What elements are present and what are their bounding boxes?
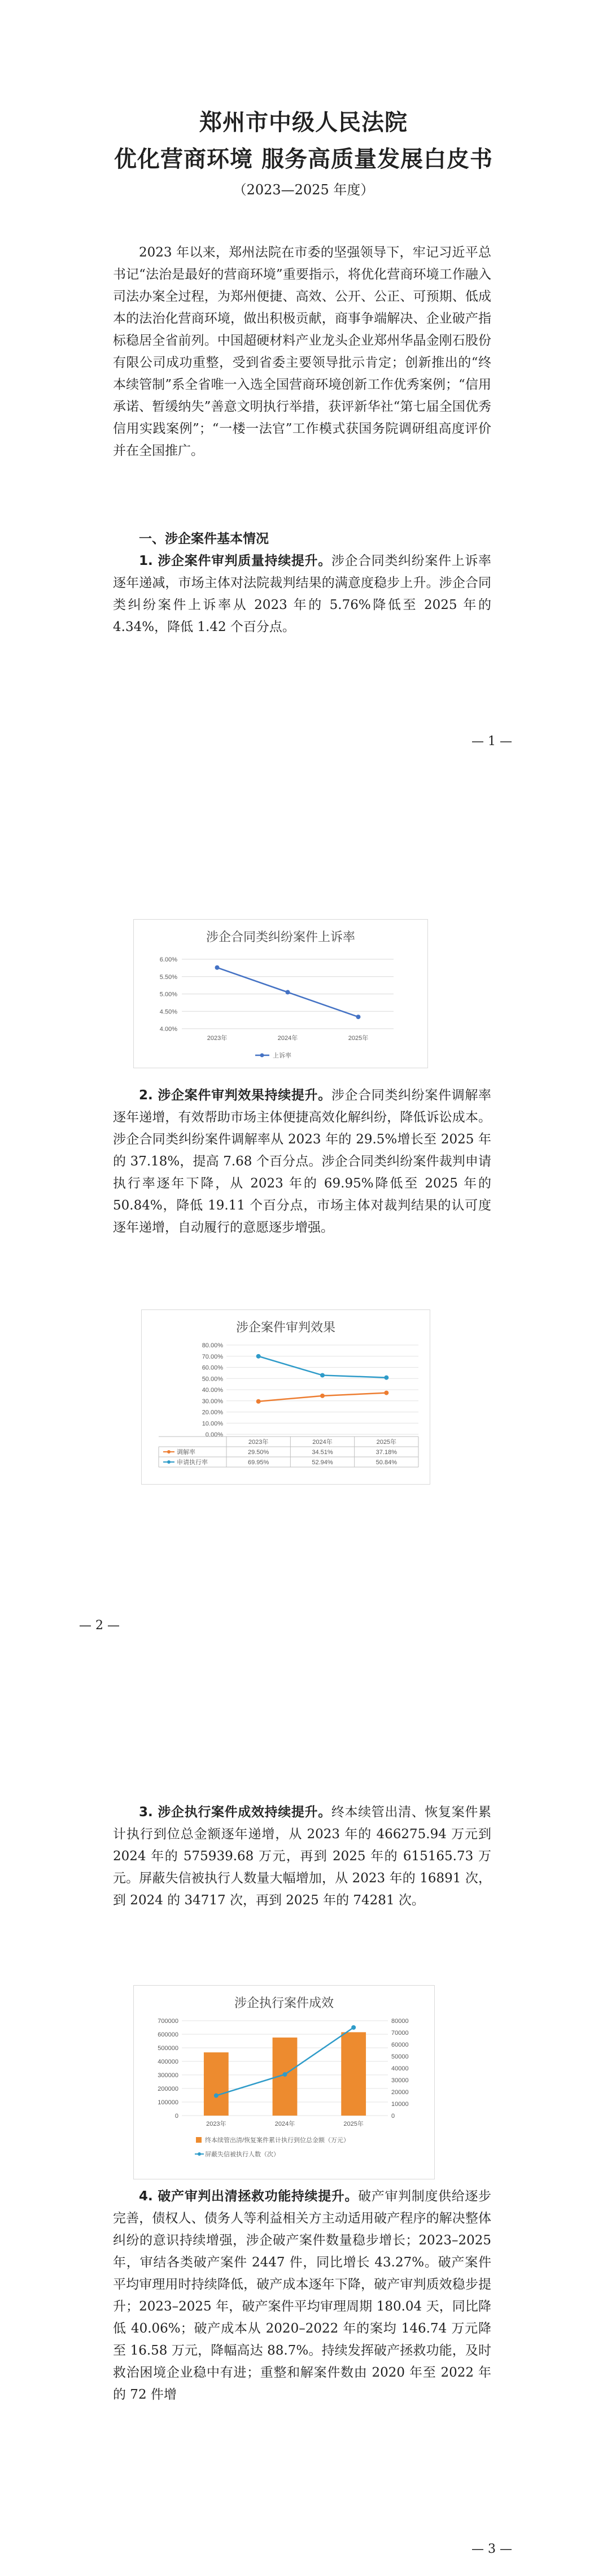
- legend-marker: [196, 2137, 202, 2143]
- section1-heading: 一、涉企案件基本情况: [139, 532, 269, 546]
- x-tick-label: 2023年: [206, 2121, 226, 2127]
- paragraph-4: [113, 2186, 491, 2406]
- x-tick-label: 2025年: [343, 2121, 364, 2127]
- legend-label: 终本续管出清/恢复案件累计执行到位总金额（万元）: [205, 2137, 350, 2144]
- legend-label: 调解率: [177, 1449, 195, 1456]
- paragraph-2: [113, 1085, 491, 1239]
- y-tick-label: 6.00%: [159, 956, 177, 963]
- x-tick-label: 2023年: [207, 1035, 228, 1042]
- table-header: 2025年: [376, 1439, 397, 1446]
- data-point: [215, 965, 220, 970]
- page-number-3: — 3 —: [471, 2542, 512, 2556]
- data-point: [256, 1399, 261, 1404]
- paragraph-3-body: 终本续管出清、恢复案件累计执行到位总金额逐年递增，从 2023 年的 466275.94 万元到 2024 年的 575939.68 万元，再到 2025 年的 615165.73 万元。屏蔽失信被执行人数量大幅增加，从 2023 年的 16891 次，到 2024 的 34717 次，再到 2025 年的 74281 次。: [113, 1805, 492, 1908]
- table-header: 2024年: [312, 1439, 333, 1446]
- y-tick-label-left: 400000: [158, 2059, 178, 2065]
- page-number-2: — 2 —: [79, 1618, 120, 1633]
- data-point: [320, 1373, 325, 1377]
- x-tick-label: 2025年: [348, 1035, 369, 1042]
- y-tick-label: 5.50%: [159, 973, 177, 981]
- y-tick-label: 10.00%: [202, 1420, 223, 1428]
- y-tick-label: 4.00%: [159, 1026, 177, 1033]
- paragraph-2-lead: 2. 涉企案件审判效果持续提升。: [139, 1088, 331, 1103]
- chart-trial-effect-svg: [142, 1310, 430, 1484]
- table-cell: 69.95%: [248, 1459, 269, 1466]
- legend-marker: [198, 2152, 201, 2156]
- chart-title: 涉企执行案件成效: [234, 1996, 334, 2010]
- y-tick-label-right: 30000: [391, 2077, 409, 2084]
- data-point: [286, 990, 290, 994]
- chart-title: 涉企案件审判效果: [235, 1320, 336, 1334]
- y-tick-label-left: 500000: [158, 2045, 178, 2052]
- page-number-1: — 1 —: [471, 734, 512, 749]
- data-point: [351, 2025, 356, 2030]
- y-tick-label-left: 300000: [158, 2072, 178, 2079]
- y-tick-label: 80.00%: [202, 1342, 223, 1349]
- paragraph-1-lead: 1. 涉企案件审判质量持续提升。: [139, 554, 331, 568]
- x-tick-label: 2024年: [274, 2121, 295, 2127]
- document-title-line1: 郑州市中级人民法院: [199, 110, 408, 136]
- chart-trial-effect: [141, 1309, 430, 1485]
- chart-appeal-rate-svg: [134, 920, 427, 1068]
- paragraph-4-body: 破产审判制度供给逐步完善，债权人、债务人等利益相关方主动适用破产程序的解决整体纠纷的意识持续增强，涉企破产案件数量稳步增长；2023–2025 年，审结各类破产案件 2447 件，同比增长 43.27%。破产案件平均审理用时持续降低，破产成本逐年下降，破产审判质效稳步提升；2023–2025 年，破产案件平均审理周期 180.04 天，同比降低 40.06%；破产成本从 2020–2022 年的案均 146.74 万元降至 16.58 万元，降幅高达 88.7%。持续发挥破产拯救功能，及时救治困境企业稳中有进；重整和解案件数由 2020 年至 2022 年的 72 件增: [113, 2189, 492, 2402]
- legend-label: 申请执行率: [177, 1459, 208, 1466]
- document-title-line2: 优化营商环境 服务高质量发展白皮书: [114, 146, 493, 172]
- data-point: [214, 2094, 219, 2098]
- y-tick-label: 40.00%: [202, 1387, 223, 1394]
- y-tick-label: 60.00%: [202, 1364, 223, 1372]
- y-tick-label-left: 0: [174, 2113, 178, 2120]
- y-tick-label: 50.00%: [202, 1376, 223, 1383]
- paragraph-1-body: 涉企合同类纠纷案件上诉率逐年递减，市场主体对法院裁判结果的满意度稳步上升。涉企合同类纠纷案件上诉率从 2023 年的 5.76%降低至 2025 年的 4.34%，降低 1.42 个百分点。: [113, 554, 492, 634]
- y-tick-label-right: 20000: [391, 2089, 409, 2096]
- data-point: [256, 1354, 261, 1359]
- chart-execution-effect-svg: [134, 1986, 434, 2179]
- table-cell: 50.84%: [375, 1459, 397, 1466]
- y-tick-label: 20.00%: [202, 1409, 223, 1416]
- intro-paragraph: 2023 年以来，郑州法院在市委的坚强领导下，牢记习近平总书记“法治是最好的营商环境”重要指示，将优化营商环境工作融入司法办案全过程，为郑州便捷、高效、公开、公正、可预期、低成本的法治化营商环境，做出积极贡献，商事争端解决、企业破产指标稳居全省前列。中国超硬材料产业龙头企业郑州华晶金刚石股份有限公司成功重整，受到省委主要领导批示肯定；创新推出的“终本续管制”系全省唯一入选全国营商环境创新工作优秀案例；“信用承诺、暂缓纳失”善意文明执行举措，获评新华社“第七届全国优秀信用实践案例”；“一楼一法官”工作模式获国务院调研组高度评价并在全国推广。: [113, 245, 491, 458]
- y-tick-label: 5.00%: [159, 991, 177, 998]
- bar: [341, 2032, 366, 2116]
- chart-execution-effect: [133, 1985, 435, 2179]
- data-point: [384, 1376, 388, 1380]
- paragraph-3-lead: 3. 涉企执行案件成效持续提升。: [139, 1805, 331, 1820]
- y-tick-label: 30.00%: [202, 1398, 223, 1405]
- table-header: 2023年: [248, 1439, 269, 1446]
- y-tick-label: 70.00%: [202, 1353, 223, 1360]
- y-tick-label: 4.50%: [159, 1008, 177, 1016]
- y-tick-label-right: 40000: [391, 2065, 409, 2072]
- y-tick-label: 0.00%: [205, 1431, 223, 1438]
- paragraph-4-lead: 4. 破产审判出清拯救功能持续提升。: [139, 2189, 359, 2204]
- table-cell: 29.50%: [248, 1449, 269, 1456]
- chart-title: 涉企合同类纠纷案件上诉率: [206, 930, 356, 944]
- table-cell: 37.18%: [375, 1449, 397, 1456]
- y-tick-label-right: 80000: [391, 2018, 409, 2025]
- chart-appeal-rate: [133, 919, 428, 1068]
- bar: [204, 2052, 229, 2116]
- y-tick-label-left: 100000: [158, 2099, 178, 2106]
- legend-label: 屏蔽失信被执行人数（次）: [205, 2151, 280, 2158]
- paragraph-1: [113, 550, 491, 638]
- y-tick-label-right: 10000: [391, 2101, 409, 2108]
- paragraph-2-body: 涉企合同类纠纷案件调解率逐年递增，有效帮助市场主体便捷高效化解纠纷，降低诉讼成本。涉企合同类纠纷案件调解率从 2023 年的 29.5%增长至 2025 年的 37.18%，提高 7.68 个百分点。涉企合同类纠纷案件裁判申请执行率逐年下降，从 2023 年的 69.95%降低至 2025 年的 50.84%，降低 19.11 个百分点，市场主体对裁判结果的认可度逐年递增，自动履行的意愿逐步增强。: [113, 1088, 492, 1235]
- paragraph-3: [113, 1802, 491, 1912]
- y-tick-label-left: 600000: [158, 2031, 178, 2038]
- legend-marker: [167, 1450, 171, 1454]
- table-cell: 34.51%: [312, 1449, 333, 1456]
- legend-label: 上诉率: [273, 1052, 291, 1059]
- data-point: [283, 2072, 287, 2077]
- y-tick-label-right: 70000: [391, 2030, 409, 2037]
- legend-marker: [167, 1460, 171, 1464]
- legend-marker: [260, 1054, 264, 1058]
- data-point: [320, 1394, 325, 1398]
- y-tick-label-right: 0: [391, 2113, 395, 2120]
- y-tick-label-left: 200000: [158, 2086, 178, 2092]
- table-cell: 52.94%: [312, 1459, 333, 1466]
- y-tick-label-right: 60000: [391, 2042, 409, 2048]
- document-subtitle: （2023—2025 年度）: [233, 182, 374, 198]
- y-tick-label-left: 700000: [158, 2018, 178, 2025]
- data-point: [356, 1015, 361, 1019]
- data-point: [384, 1391, 388, 1395]
- y-tick-label-right: 50000: [391, 2053, 409, 2060]
- x-tick-label: 2024年: [277, 1035, 298, 1042]
